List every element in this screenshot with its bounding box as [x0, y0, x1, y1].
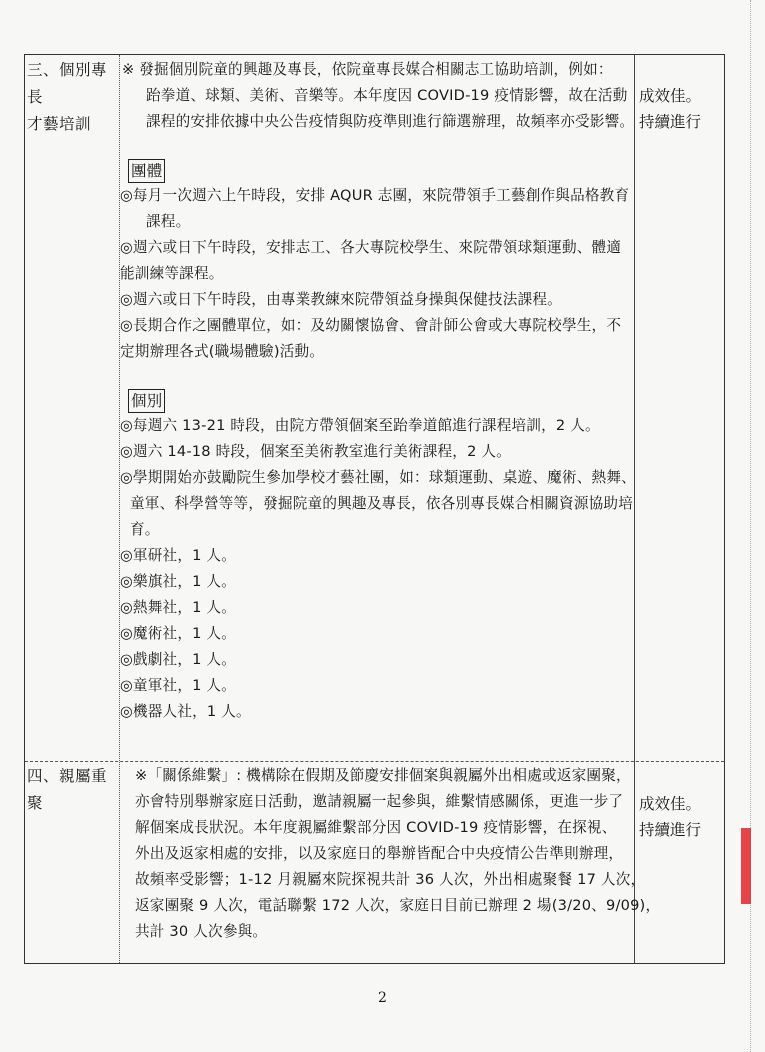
individual-item: ◎學期開始亦鼓勵院生參加學校才藝社團，如：球類運動、桌遊、魔術、熱舞、	[120, 469, 636, 486]
section3-content	[120, 57, 634, 725]
row-divider	[25, 761, 724, 762]
group-item: ◎每月一次週六上午時段，安排 AQUR 志團，來院帶領手工藝創作與品格教育	[120, 187, 630, 204]
section3-result-line1: 成效佳。	[639, 87, 702, 105]
club-item: ◎樂旗社，1 人。	[120, 573, 237, 590]
club-item: ◎熱舞社，1 人。	[120, 599, 237, 616]
section4-line: 亦會特別舉辦家庭日活動，邀請親屬一起參與，維繫情感關係，更進一步了	[135, 793, 624, 810]
club-item: ◎軍研社，1 人。	[120, 547, 237, 564]
individual-item: 育。	[130, 521, 160, 538]
group-item: ◎週六或日下午時段，由專業教練來院帶領益身操與保健技法課程。	[120, 291, 562, 308]
group-item: 課程。	[146, 213, 191, 230]
section4-result	[636, 791, 727, 843]
section4-line: 解個案成長狀況。本年度親屬維繫部分因 COVID-19 疫情影響，在探視、	[135, 819, 617, 836]
group-item: 定期辦理各式(職場體驗)活動。	[120, 343, 325, 360]
club-item: ◎戲劇社，1 人。	[120, 651, 237, 668]
section3-intro-line: ※ 發掘個別院童的興趣及專長，依院童專長媒合相關志工協助培訓，例如：	[122, 61, 613, 78]
section3-title-line1: 三、個別專長	[27, 61, 108, 106]
section3-intro-line: 跆拳道、球類、美術、音樂等。本年度因 COVID-19 疫情影響，故在活動	[146, 87, 628, 104]
section4-content	[135, 763, 661, 945]
individual-item: ◎每週六 13-21 時段，由院方帶領個案至跆拳道館進行課程培訓，2 人。	[120, 417, 600, 434]
section3-title	[25, 57, 121, 138]
section4-line: 共計 30 人次參與。	[135, 923, 268, 940]
section3-result	[636, 83, 727, 135]
section4-line: 故頻率受影響；1-12 月親屬來院探視共計 36 人次，外出相處聚餐 17 人次，	[135, 871, 646, 888]
group-item: 能訓練等課程。	[120, 265, 224, 282]
section4-line: 返家團聚 9 人次，電話聯繫 172 人次，家庭日目前已辦理 2 場(3/20、9/09)，	[135, 897, 661, 914]
section4-line: 外出及返家相處的安排，以及家庭日的舉辦皆配合中央疫情公告準則辦理，	[135, 845, 624, 862]
club-item: ◎童軍社，1 人。	[120, 677, 237, 694]
individual-item: 童軍、科學營等等，發掘院童的興趣及專長，依各別專長媒合相關資源協助培	[130, 495, 633, 512]
individual-item: ◎週六 14-18 時段，個案至美術教室進行美術課程，2 人。	[120, 443, 512, 460]
section3-title-line2: 才藝培訓	[27, 115, 92, 133]
individual-label: 個別	[128, 389, 165, 413]
section4-result-line1: 成效佳。	[639, 795, 702, 813]
section3-intro-line: 課程的安排依據中央公告疫情與防疫準則進行篩選辦理，故頻率亦受影響。	[146, 113, 635, 130]
group-item: ◎週六或日下午時段，安排志工、各大專院校學生、來院帶領球類運動、體適	[120, 239, 622, 256]
section4-result-line2: 持續進行	[639, 821, 702, 839]
page-number: 2	[378, 990, 387, 1006]
red-stamp-mark	[741, 828, 751, 904]
section4-title: 四、親屬重聚	[27, 767, 108, 812]
section4-line: ※「關係維繫」: 機構除在假期及節慶安排個案與親屬外出相處或返家團聚，	[135, 767, 631, 784]
group-item: ◎長期合作之團體單位，如：及幼關懷協會、會計師公會或大專院校學生，不	[120, 317, 622, 334]
club-item: ◎魔術社，1 人。	[120, 625, 237, 642]
section3-result-line2: 持續進行	[639, 113, 702, 131]
club-item: ◎機器人社，1 人。	[120, 703, 251, 720]
group-label: 團體	[128, 159, 165, 183]
activity-table	[24, 54, 725, 964]
